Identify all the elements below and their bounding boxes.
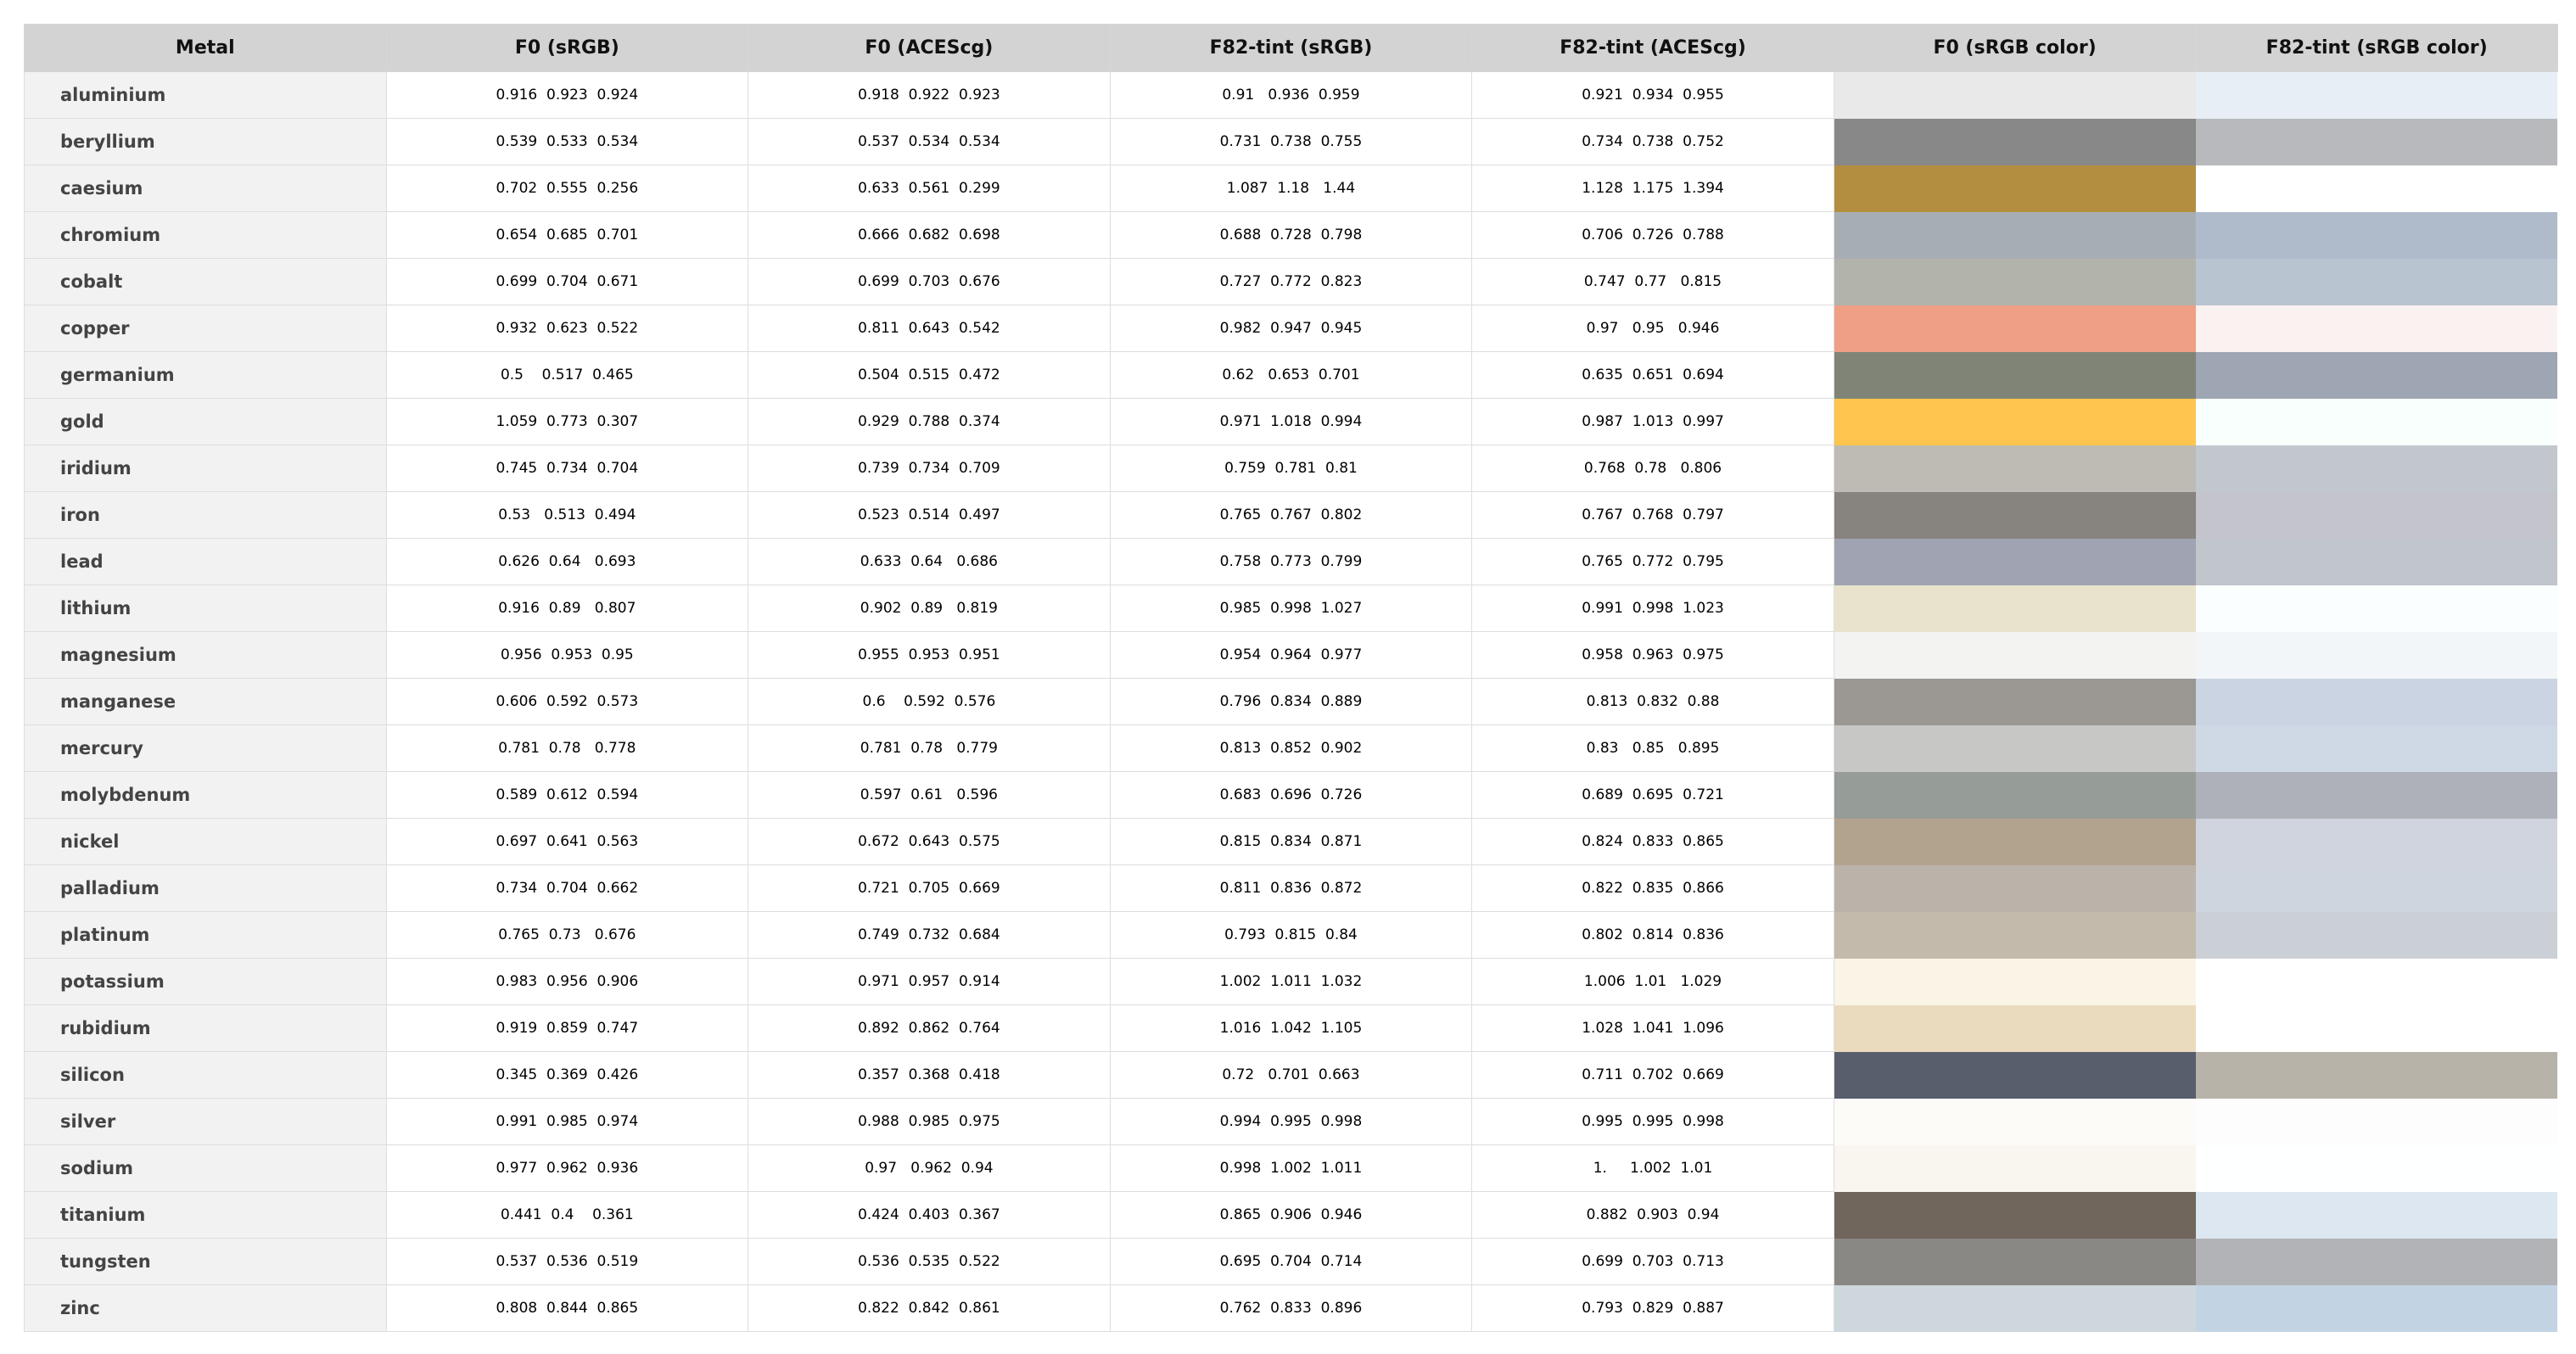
f0-color-swatch	[1834, 165, 2196, 212]
metal-name-cell: rubidium	[25, 1005, 387, 1052]
f0-acescg-cell: 0.633 0.64 0.686	[748, 539, 1111, 585]
table-row	[25, 165, 2558, 212]
table-row	[25, 912, 2558, 959]
f82-srgb-cell: 0.971 1.018 0.994	[1110, 399, 1472, 445]
f82-color-swatch	[2196, 539, 2558, 585]
f0-srgb-cell: 0.699 0.704 0.671	[386, 259, 748, 305]
metal-name-cell: lead	[25, 539, 387, 585]
table-row	[25, 259, 2558, 305]
f82-srgb-cell: 0.954 0.964 0.977	[1110, 632, 1472, 679]
metal-name-cell: iron	[25, 492, 387, 539]
metal-name-cell: manganese	[25, 679, 387, 725]
f0-srgb-cell: 0.626 0.64 0.693	[386, 539, 748, 585]
header-f82-srgb: F82-tint (sRGB)	[1110, 25, 1472, 72]
f82-srgb-cell: 1.002 1.011 1.032	[1110, 959, 1472, 1005]
f82-acescg-cell: 1.028 1.041 1.096	[1472, 1005, 1834, 1052]
table-row	[25, 445, 2558, 492]
f82-acescg-cell: 0.987 1.013 0.997	[1472, 399, 1834, 445]
f82-srgb-cell: 0.759 0.781 0.81	[1110, 445, 1472, 492]
f82-acescg-cell: 0.699 0.703 0.713	[1472, 1239, 1834, 1285]
f82-color-swatch	[2196, 445, 2558, 492]
f0-color-swatch	[1834, 212, 2196, 259]
f82-acescg-cell: 0.83 0.85 0.895	[1472, 725, 1834, 772]
f0-acescg-cell: 0.902 0.89 0.819	[748, 585, 1111, 632]
f82-srgb-cell: 0.815 0.834 0.871	[1110, 819, 1472, 865]
f0-srgb-cell: 0.781 0.78 0.778	[386, 725, 748, 772]
f0-srgb-cell: 0.654 0.685 0.701	[386, 212, 748, 259]
table-row	[25, 1052, 2558, 1099]
f0-srgb-cell: 0.916 0.923 0.924	[386, 72, 748, 119]
f82-srgb-cell: 0.695 0.704 0.714	[1110, 1239, 1472, 1285]
metal-name-cell: chromium	[25, 212, 387, 259]
metal-name-cell: cobalt	[25, 259, 387, 305]
f0-srgb-cell: 0.956 0.953 0.95	[386, 632, 748, 679]
table-row	[25, 1192, 2558, 1239]
f82-srgb-cell: 0.982 0.947 0.945	[1110, 305, 1472, 352]
f82-srgb-cell: 1.087 1.18 1.44	[1110, 165, 1472, 212]
table-row	[25, 352, 2558, 399]
f82-srgb-cell: 0.683 0.696 0.726	[1110, 772, 1472, 819]
table-row	[25, 539, 2558, 585]
f0-color-swatch	[1834, 119, 2196, 165]
f82-acescg-cell: 1. 1.002 1.01	[1472, 1145, 1834, 1192]
f0-color-swatch	[1834, 72, 2196, 119]
f82-acescg-cell: 0.882 0.903 0.94	[1472, 1192, 1834, 1239]
f82-srgb-cell: 1.016 1.042 1.105	[1110, 1005, 1472, 1052]
f82-srgb-cell: 0.758 0.773 0.799	[1110, 539, 1472, 585]
f82-color-swatch	[2196, 492, 2558, 539]
metal-name-cell: molybdenum	[25, 772, 387, 819]
f0-acescg-cell: 0.97 0.962 0.94	[748, 1145, 1111, 1192]
f82-acescg-cell: 0.813 0.832 0.88	[1472, 679, 1834, 725]
f82-srgb-cell: 0.998 1.002 1.011	[1110, 1145, 1472, 1192]
f82-srgb-cell: 0.688 0.728 0.798	[1110, 212, 1472, 259]
f82-srgb-cell: 0.811 0.836 0.872	[1110, 865, 1472, 912]
f82-color-swatch	[2196, 119, 2558, 165]
header-f0-srgb: F0 (sRGB)	[386, 25, 748, 72]
table-row	[25, 725, 2558, 772]
f82-acescg-cell: 0.765 0.772 0.795	[1472, 539, 1834, 585]
table-container	[24, 24, 2557, 1332]
metal-name-cell: potassium	[25, 959, 387, 1005]
f82-srgb-cell: 0.865 0.906 0.946	[1110, 1192, 1472, 1239]
f82-color-swatch	[2196, 819, 2558, 865]
metal-name-cell: tungsten	[25, 1239, 387, 1285]
f0-acescg-cell: 0.633 0.561 0.299	[748, 165, 1111, 212]
f82-acescg-cell: 0.802 0.814 0.836	[1472, 912, 1834, 959]
f0-color-swatch	[1834, 399, 2196, 445]
metal-name-cell: silver	[25, 1099, 387, 1145]
f0-acescg-cell: 0.892 0.862 0.764	[748, 1005, 1111, 1052]
f0-color-swatch	[1834, 725, 2196, 772]
f0-srgb-cell: 0.53 0.513 0.494	[386, 492, 748, 539]
f0-srgb-cell: 0.991 0.985 0.974	[386, 1099, 748, 1145]
f82-srgb-cell: 0.91 0.936 0.959	[1110, 72, 1472, 119]
f82-color-swatch	[2196, 912, 2558, 959]
f0-color-swatch	[1834, 912, 2196, 959]
f82-color-swatch	[2196, 585, 2558, 632]
metal-name-cell: gold	[25, 399, 387, 445]
table-row	[25, 119, 2558, 165]
f0-srgb-cell: 0.765 0.73 0.676	[386, 912, 748, 959]
f0-color-swatch	[1834, 1145, 2196, 1192]
f0-srgb-cell: 0.983 0.956 0.906	[386, 959, 748, 1005]
f82-color-swatch	[2196, 259, 2558, 305]
table-row	[25, 305, 2558, 352]
f0-acescg-cell: 0.971 0.957 0.914	[748, 959, 1111, 1005]
f0-srgb-cell: 0.5 0.517 0.465	[386, 352, 748, 399]
f0-color-swatch	[1834, 1005, 2196, 1052]
metal-name-cell: titanium	[25, 1192, 387, 1239]
f0-srgb-cell: 1.059 0.773 0.307	[386, 399, 748, 445]
metal-name-cell: caesium	[25, 165, 387, 212]
f0-srgb-cell: 0.734 0.704 0.662	[386, 865, 748, 912]
table-row	[25, 399, 2558, 445]
header-row	[25, 25, 2558, 72]
metal-name-cell: platinum	[25, 912, 387, 959]
f0-color-swatch	[1834, 305, 2196, 352]
header-f82-acescg: F82-tint (ACEScg)	[1472, 25, 1834, 72]
f0-srgb-cell: 0.606 0.592 0.573	[386, 679, 748, 725]
f82-color-swatch	[2196, 1239, 2558, 1285]
f0-acescg-cell: 0.537 0.534 0.534	[748, 119, 1111, 165]
f82-srgb-cell: 0.994 0.995 0.998	[1110, 1099, 1472, 1145]
f82-acescg-cell: 0.97 0.95 0.946	[1472, 305, 1834, 352]
table-row	[25, 585, 2558, 632]
f82-acescg-cell: 0.767 0.768 0.797	[1472, 492, 1834, 539]
f82-acescg-cell: 0.711 0.702 0.669	[1472, 1052, 1834, 1099]
f0-color-swatch	[1834, 1192, 2196, 1239]
f82-acescg-cell: 0.689 0.695 0.721	[1472, 772, 1834, 819]
f82-srgb-cell: 0.62 0.653 0.701	[1110, 352, 1472, 399]
f82-acescg-cell: 0.991 0.998 1.023	[1472, 585, 1834, 632]
f0-color-swatch	[1834, 865, 2196, 912]
f82-color-swatch	[2196, 165, 2558, 212]
metal-reflectance-table	[24, 24, 2558, 1332]
f0-acescg-cell: 0.424 0.403 0.367	[748, 1192, 1111, 1239]
table-row	[25, 1239, 2558, 1285]
f82-acescg-cell: 0.635 0.651 0.694	[1472, 352, 1834, 399]
f0-acescg-cell: 0.721 0.705 0.669	[748, 865, 1111, 912]
f0-color-swatch	[1834, 632, 2196, 679]
f0-srgb-cell: 0.916 0.89 0.807	[386, 585, 748, 632]
f0-acescg-cell: 0.357 0.368 0.418	[748, 1052, 1111, 1099]
f82-color-swatch	[2196, 725, 2558, 772]
f82-acescg-cell: 0.995 0.995 0.998	[1472, 1099, 1834, 1145]
f0-acescg-cell: 0.955 0.953 0.951	[748, 632, 1111, 679]
f82-acescg-cell: 0.734 0.738 0.752	[1472, 119, 1834, 165]
f0-acescg-cell: 0.672 0.643 0.575	[748, 819, 1111, 865]
metal-name-cell: copper	[25, 305, 387, 352]
f82-color-swatch	[2196, 399, 2558, 445]
f0-color-swatch	[1834, 772, 2196, 819]
f82-color-swatch	[2196, 679, 2558, 725]
table-row	[25, 865, 2558, 912]
f82-color-swatch	[2196, 1192, 2558, 1239]
metal-name-cell: silicon	[25, 1052, 387, 1099]
f82-srgb-cell: 0.813 0.852 0.902	[1110, 725, 1472, 772]
header-f0-color: F0 (sRGB color)	[1834, 25, 2196, 72]
f0-color-swatch	[1834, 492, 2196, 539]
table-row	[25, 492, 2558, 539]
f0-color-swatch	[1834, 1099, 2196, 1145]
f82-color-swatch	[2196, 72, 2558, 119]
f82-color-swatch	[2196, 1005, 2558, 1052]
table-header	[25, 25, 2558, 72]
f82-acescg-cell: 0.793 0.829 0.887	[1472, 1285, 1834, 1332]
metal-name-cell: nickel	[25, 819, 387, 865]
f0-acescg-cell: 0.523 0.514 0.497	[748, 492, 1111, 539]
metal-name-cell: zinc	[25, 1285, 387, 1332]
f0-acescg-cell: 0.781 0.78 0.779	[748, 725, 1111, 772]
f0-acescg-cell: 0.6 0.592 0.576	[748, 679, 1111, 725]
f0-srgb-cell: 0.702 0.555 0.256	[386, 165, 748, 212]
f0-color-swatch	[1834, 819, 2196, 865]
table-row	[25, 1285, 2558, 1332]
f0-acescg-cell: 0.666 0.682 0.698	[748, 212, 1111, 259]
f0-acescg-cell: 0.739 0.734 0.709	[748, 445, 1111, 492]
table-row	[25, 679, 2558, 725]
f0-acescg-cell: 0.988 0.985 0.975	[748, 1099, 1111, 1145]
f82-srgb-cell: 0.796 0.834 0.889	[1110, 679, 1472, 725]
f0-acescg-cell: 0.699 0.703 0.676	[748, 259, 1111, 305]
f82-srgb-cell: 0.793 0.815 0.84	[1110, 912, 1472, 959]
f0-srgb-cell: 0.745 0.734 0.704	[386, 445, 748, 492]
f82-color-swatch	[2196, 1052, 2558, 1099]
f82-srgb-cell: 0.762 0.833 0.896	[1110, 1285, 1472, 1332]
f82-color-swatch	[2196, 772, 2558, 819]
f0-acescg-cell: 0.811 0.643 0.542	[748, 305, 1111, 352]
f0-color-swatch	[1834, 679, 2196, 725]
table-row	[25, 632, 2558, 679]
f82-srgb-cell: 0.72 0.701 0.663	[1110, 1052, 1472, 1099]
f0-srgb-cell: 0.977 0.962 0.936	[386, 1145, 748, 1192]
metal-name-cell: germanium	[25, 352, 387, 399]
f0-acescg-cell: 0.749 0.732 0.684	[748, 912, 1111, 959]
table-row	[25, 212, 2558, 259]
f0-srgb-cell: 0.537 0.536 0.519	[386, 1239, 748, 1285]
f0-acescg-cell: 0.918 0.922 0.923	[748, 72, 1111, 119]
f82-acescg-cell: 0.921 0.934 0.955	[1472, 72, 1834, 119]
f82-acescg-cell: 0.768 0.78 0.806	[1472, 445, 1834, 492]
metal-name-cell: beryllium	[25, 119, 387, 165]
table-row	[25, 1145, 2558, 1192]
f82-color-swatch	[2196, 1099, 2558, 1145]
f82-color-swatch	[2196, 959, 2558, 1005]
f0-acescg-cell: 0.504 0.515 0.472	[748, 352, 1111, 399]
metal-name-cell: aluminium	[25, 72, 387, 119]
header-metal: Metal	[25, 25, 387, 72]
f82-color-swatch	[2196, 212, 2558, 259]
f82-color-swatch	[2196, 632, 2558, 679]
metal-name-cell: sodium	[25, 1145, 387, 1192]
metal-name-cell: magnesium	[25, 632, 387, 679]
f0-acescg-cell: 0.822 0.842 0.861	[748, 1285, 1111, 1332]
header-f0-acescg: F0 (ACEScg)	[748, 25, 1111, 72]
table-row	[25, 1099, 2558, 1145]
metal-name-cell: mercury	[25, 725, 387, 772]
f0-acescg-cell: 0.597 0.61 0.596	[748, 772, 1111, 819]
f82-acescg-cell: 1.128 1.175 1.394	[1472, 165, 1834, 212]
f0-srgb-cell: 0.589 0.612 0.594	[386, 772, 748, 819]
f0-srgb-cell: 0.932 0.623 0.522	[386, 305, 748, 352]
f0-color-swatch	[1834, 1239, 2196, 1285]
header-f82-color: F82-tint (sRGB color)	[2196, 25, 2558, 72]
f0-color-swatch	[1834, 539, 2196, 585]
f0-acescg-cell: 0.536 0.535 0.522	[748, 1239, 1111, 1285]
f0-srgb-cell: 0.919 0.859 0.747	[386, 1005, 748, 1052]
metal-name-cell: palladium	[25, 865, 387, 912]
f82-srgb-cell: 0.985 0.998 1.027	[1110, 585, 1472, 632]
f82-color-swatch	[2196, 1145, 2558, 1192]
table-row	[25, 72, 2558, 119]
f0-srgb-cell: 0.441 0.4 0.361	[386, 1192, 748, 1239]
f82-color-swatch	[2196, 1285, 2558, 1332]
f82-color-swatch	[2196, 865, 2558, 912]
f82-acescg-cell: 0.824 0.833 0.865	[1472, 819, 1834, 865]
metal-name-cell: lithium	[25, 585, 387, 632]
table-row	[25, 772, 2558, 819]
f0-color-swatch	[1834, 959, 2196, 1005]
f0-srgb-cell: 0.539 0.533 0.534	[386, 119, 748, 165]
table-row	[25, 959, 2558, 1005]
f82-acescg-cell: 0.958 0.963 0.975	[1472, 632, 1834, 679]
f82-acescg-cell: 0.822 0.835 0.866	[1472, 865, 1834, 912]
f82-srgb-cell: 0.731 0.738 0.755	[1110, 119, 1472, 165]
f0-color-swatch	[1834, 1285, 2196, 1332]
metal-name-cell: iridium	[25, 445, 387, 492]
f82-srgb-cell: 0.765 0.767 0.802	[1110, 492, 1472, 539]
table-row	[25, 1005, 2558, 1052]
f82-acescg-cell: 1.006 1.01 1.029	[1472, 959, 1834, 1005]
f82-color-swatch	[2196, 305, 2558, 352]
f0-acescg-cell: 0.929 0.788 0.374	[748, 399, 1111, 445]
table-body	[25, 72, 2558, 1332]
f0-color-swatch	[1834, 259, 2196, 305]
f82-acescg-cell: 0.747 0.77 0.815	[1472, 259, 1834, 305]
f0-color-swatch	[1834, 585, 2196, 632]
f0-color-swatch	[1834, 352, 2196, 399]
f0-color-swatch	[1834, 1052, 2196, 1099]
f82-srgb-cell: 0.727 0.772 0.823	[1110, 259, 1472, 305]
f82-acescg-cell: 0.706 0.726 0.788	[1472, 212, 1834, 259]
table-row	[25, 819, 2558, 865]
f0-srgb-cell: 0.697 0.641 0.563	[386, 819, 748, 865]
f82-color-swatch	[2196, 352, 2558, 399]
f0-srgb-cell: 0.345 0.369 0.426	[386, 1052, 748, 1099]
f0-color-swatch	[1834, 445, 2196, 492]
f0-srgb-cell: 0.808 0.844 0.865	[386, 1285, 748, 1332]
